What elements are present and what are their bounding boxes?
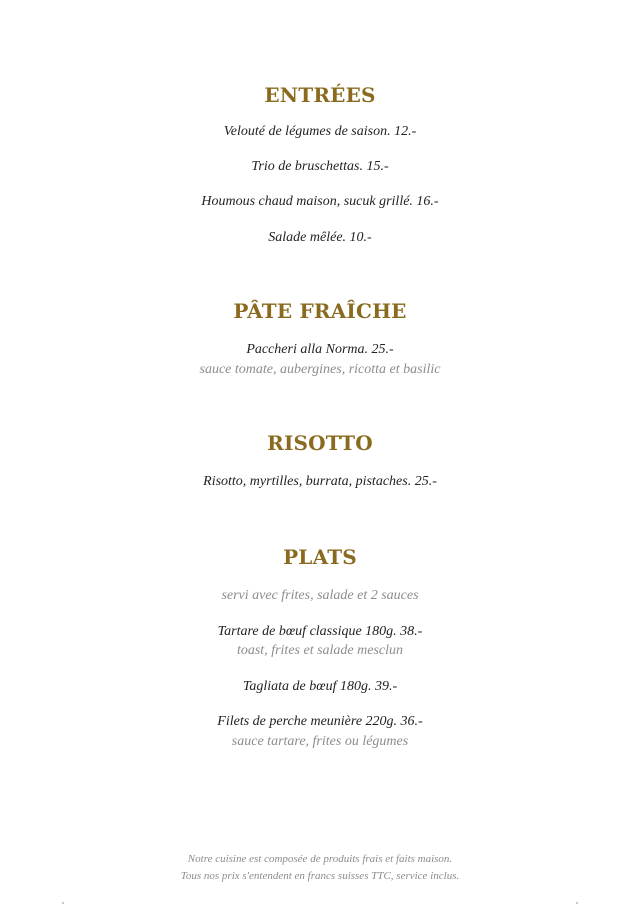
- section-intro: servi avec frites, salade et 2 sauces: [221, 588, 419, 603]
- menu-item-description: sauce tartare, frites ou légumes: [231, 734, 409, 749]
- section-title-pate-fraiche: PÂTE FRAÎCHE: [233, 299, 407, 323]
- menu-item-description: sauce tomate, aubergines, ricotta et basilic: [199, 362, 441, 377]
- menu-item: Salade mêlée. 10.-: [268, 230, 372, 245]
- section-title-plats: PLATS: [283, 545, 357, 569]
- section-title-entrees: ENTRÉES: [264, 83, 376, 107]
- footer-note: Tous nos prix s'entendent en francs suisses TTC, service inclus.: [180, 870, 460, 882]
- menu-item: Houmous chaud maison, sucuk grillé. 16.-: [201, 194, 439, 209]
- menu-item: Velouté de légumes de saison. 12.-: [223, 124, 417, 139]
- corner-mark: [62, 902, 64, 904]
- menu-item: Trio de bruschettas. 15.-: [251, 159, 389, 174]
- footer-note: Notre cuisine est composée de produits frais et faits maison.: [187, 853, 453, 865]
- menu-item: Filets de perche meunière 220g. 36.-: [217, 714, 423, 729]
- corner-mark: [576, 902, 578, 904]
- menu-item: Tartare de bœuf classique 180g. 38.-: [217, 624, 423, 639]
- menu-item-description: toast, frites et salade mesclun: [236, 643, 404, 658]
- menu-item: Paccheri alla Norma. 25.-: [246, 342, 394, 357]
- menu-item: Risotto, myrtilles, burrata, pistaches. 25.-: [203, 474, 437, 489]
- section-title-risotto: RISOTTO: [267, 431, 373, 455]
- menu-item: Tagliata de bœuf 180g. 39.-: [242, 679, 398, 694]
